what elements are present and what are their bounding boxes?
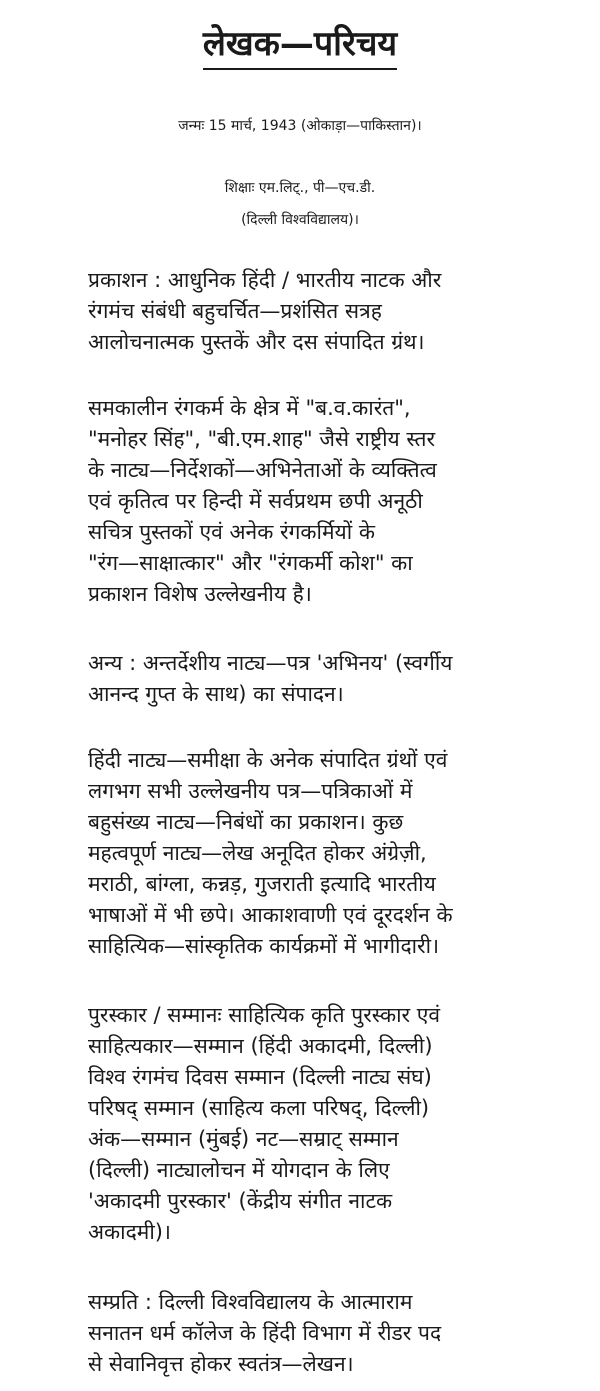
contemporary-work-paragraph bbox=[88, 393, 518, 610]
paragraph-line: विश्व रंगमंच दिवस सम्मान (दिल्ली नाट्य संघ) bbox=[88, 1065, 432, 1089]
paragraph-line: महत्वपूर्ण नाट्य—लेख अनूदित होकर अंग्रेज़ी, bbox=[88, 841, 427, 865]
paragraph-line: भाषाओं में भी छपे। आकाशवाणी एवं दूरदर्शन के bbox=[88, 903, 453, 927]
paragraph-line: "रंग—साक्षात्कार" और "रंगकर्मी कोश" का bbox=[88, 551, 413, 575]
paragraph-line: प्रकाशन विशेष उल्लेखनीय है। bbox=[88, 582, 312, 606]
paragraph-line: सम्प्रति : दिल्ली विश्वविद्यालय के आत्माराम bbox=[88, 1290, 413, 1314]
paragraph-line: एवं कृतित्व पर हिन्दी में सर्वप्रथम छपी अनूठी bbox=[88, 489, 423, 513]
page-title: लेखक—परिचय bbox=[0, 22, 600, 70]
paragraph-line: "मनोहर सिंह", "बी.एम.शाह" जैसे राष्ट्रीय स्तर bbox=[88, 427, 436, 451]
criticism-paragraph bbox=[88, 745, 518, 962]
paragraph-line: आनन्द गुप्त के साथ) का संपादन। bbox=[88, 682, 344, 706]
paragraph-line: पुरस्कार / सम्मानः साहित्यिक कृति पुरस्कार एवं bbox=[88, 1003, 441, 1027]
education-degree: शिक्षाः एम.लिट्., पी—एच.डी. bbox=[224, 180, 376, 196]
paragraph-line: मराठी, बांग्ला, कन्नड़, गुजराती इत्यादि भारतीय bbox=[88, 872, 436, 896]
paragraph-line: साहित्यकार—सम्मान (हिंदी अकादमी, दिल्ली) bbox=[88, 1034, 433, 1058]
paragraph-line: 'अकादमी पुरस्कार' (केंद्रीय संगीत नाटक bbox=[88, 1189, 393, 1213]
paragraph-line: के नाट्य—निर्देशकों—अभिनेताओं के व्यक्तित्व bbox=[88, 458, 437, 482]
paragraph-line: बहुसंख्य नाट्य—निबंधों का प्रकाशन। कुछ bbox=[88, 810, 404, 834]
education-university: (दिल्ली विश्वविद्यालय)। bbox=[241, 212, 359, 228]
paragraph-line: अंक—सम्मान (मुंबई) नट—सम्राट् सम्मान bbox=[88, 1127, 399, 1151]
paragraph-line: परिषद् सम्मान (साहित्य कला परिषद्, दिल्ली) bbox=[88, 1096, 430, 1120]
paragraph-line: अकादमी)। bbox=[88, 1220, 171, 1244]
paragraph-line: लगभग सभी उल्लेखनीय पत्र—पत्रिकाओं में bbox=[88, 779, 413, 803]
paragraph-line: आलोचनात्मक पुस्तकें और दस संपादित ग्रंथ। bbox=[88, 330, 425, 354]
paragraph-line: प्रकाशन : आधुनिक हिंदी / भारतीय नाटक और bbox=[88, 268, 442, 292]
paragraph-line: सचित्र पुस्तकों एवं अनेक रंगकर्मियों के bbox=[88, 520, 375, 544]
paragraph-line: रंगमंच संबंधी बहुचर्चित—प्रशंसित सत्रह bbox=[88, 299, 382, 323]
other-activities-paragraph bbox=[88, 648, 518, 710]
birth-info: जन्मः 15 मार्च, 1943 (ओकाड़ा—पाकिस्तान)। bbox=[178, 118, 422, 134]
paragraph-line: हिंदी नाट्य—समीक्षा के अनेक संपादित ग्रंथों एवं bbox=[88, 748, 448, 772]
current-position-paragraph bbox=[88, 1287, 518, 1380]
publication-paragraph bbox=[88, 265, 518, 358]
paragraph-line: (दिल्ली) नाट्यालोचन में योगदान के लिए bbox=[88, 1158, 390, 1182]
awards-paragraph bbox=[88, 1000, 518, 1248]
paragraph-line: साहित्यिक—सांस्कृतिक कार्यक्रमों में भागीदारी। bbox=[88, 934, 440, 958]
paragraph-line: समकालीन रंगकर्म के क्षेत्र में "ब.व.कारंत", bbox=[88, 396, 411, 420]
paragraph-line: सनातन धर्म कॉलेज के हिंदी विभाग में रीडर पद bbox=[88, 1321, 442, 1345]
paragraph-line: से सेवानिवृत्त होकर स्वतंत्र—लेखन। bbox=[88, 1352, 354, 1376]
paragraph-line: अन्य : अन्तर्देशीय नाट्य—पत्र 'अभिनय' (स्वर्गीय bbox=[88, 651, 453, 675]
